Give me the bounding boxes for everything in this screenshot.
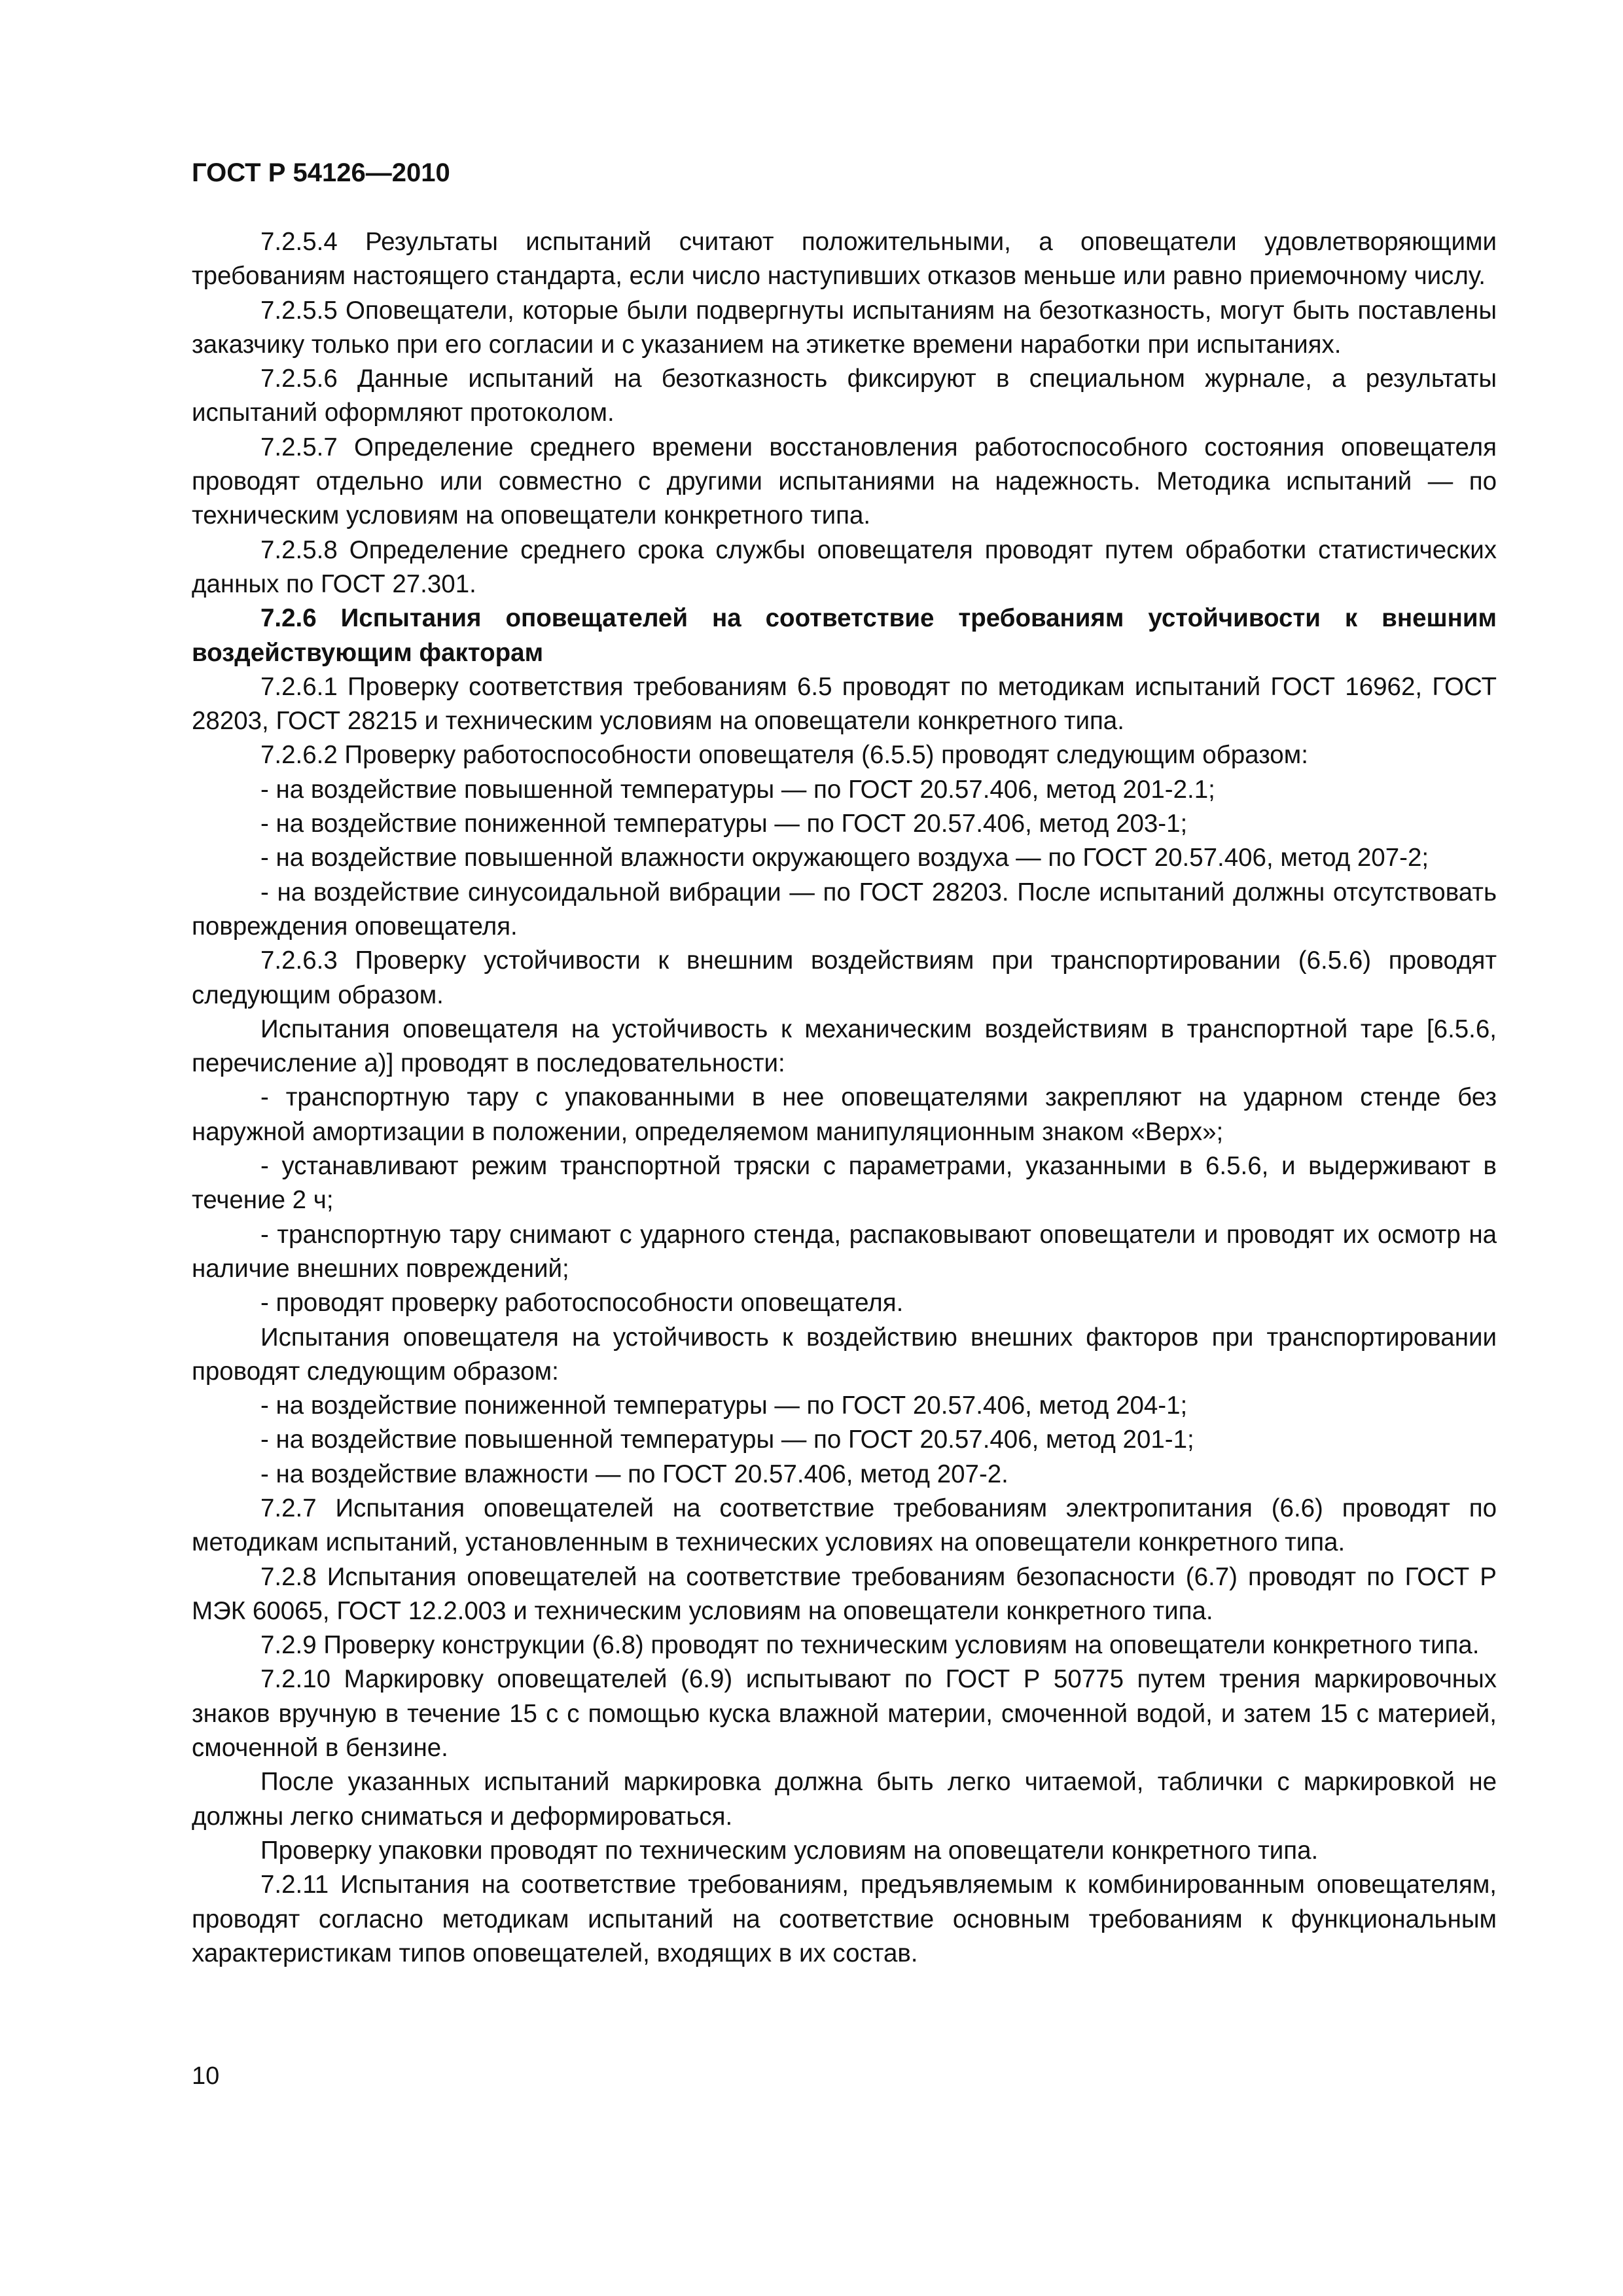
paragraph: 7.2.6.3 Проверку устойчивости к внешним воздействиям при транспортировании (6.5.6) проводят следующим образом. — [192, 946, 1497, 1009]
paragraph: 7.2.9 Проверку конструкции (6.8) проводят по техническим условиям на оповещатели конкретного типа. — [260, 1631, 1480, 1660]
list-item: - на воздействие синусоидальной вибрации — по ГОСТ 28203. После испытаний должны отсутствовать повреждения оповещателя. — [192, 878, 1497, 941]
list-item: - на воздействие повышенной температуры — по ГОСТ 20.57.406, метод 201-2.1; — [260, 775, 1215, 804]
list-item: - на воздействие пониженной температуры — по ГОСТ 20.57.406, метод 204-1; — [260, 1391, 1188, 1420]
list-item: - транспортную тару снимают с ударного стенда, распаковывают оповещатели и проводят их осмотр на наличие внешних повреждений; — [192, 1220, 1497, 1283]
list-item: - на воздействие пониженной температуры — по ГОСТ 20.57.406, метод 203-1; — [260, 810, 1188, 838]
paragraph: 7.2.6.2 Проверку работоспособности оповещателя (6.5.5) проводят следующим образом: — [260, 741, 1308, 770]
paragraph: 7.2.5.8 Определение среднего срока службы оповещателя проводят путем обработки статистических данных по ГОСТ 27.301. — [192, 535, 1497, 598]
paragraph: 7.2.5.7 Определение среднего времени восстановления работоспособного состояния оповещателя проводят отдельно или совместно с другими испытаниями на надежность. Методика испытаний — по техническим условиям на оповещатели конкретного типа. — [192, 433, 1497, 530]
document-header: ГОСТ Р 54126—2010 — [192, 158, 450, 187]
paragraph: Испытания оповещателя на устойчивость к воздействию внешних факторов при транспортировании проводят следующим образом: — [192, 1323, 1497, 1386]
page-content — [192, 157, 1497, 1971]
list-item: - на воздействие повышенной температуры — по ГОСТ 20.57.406, метод 201-1; — [260, 1426, 1194, 1454]
document-body — [192, 225, 1497, 1971]
list-item: - транспортную тару с упакованными в нее оповещателями закрепляют на ударном стенде без наружной амортизации в положении, определяемом манипуляционным знаком «Верх»; — [192, 1083, 1497, 1146]
list-item: - на воздействие повышенной влажности окружающего воздуха — по ГОСТ 20.57.406, метод 207-2; — [260, 844, 1429, 872]
paragraph: 7.2.7 Испытания оповещателей на соответствие требованиям электропитания (6.6) проводят по методикам испытаний, установленным в технических условиях на оповещатели конкретного типа. — [192, 1494, 1497, 1557]
list-item: - проводят проверку работоспособности оповещателя. — [260, 1289, 904, 1318]
paragraph: 7.2.6.1 Проверку соответствия требованиям 6.5 проводят по методикам испытаний ГОСТ 16962, ГОСТ 28203, ГОСТ 28215 и техническим условиям на оповещатели конкретного типа. — [192, 672, 1497, 736]
section-heading: 7.2.6 Испытания оповещателей на соответствие требованиям устойчивости к внешним воздействующим факторам — [192, 604, 1497, 667]
page-number: 10 — [192, 2062, 220, 2090]
paragraph: После указанных испытаний маркировка должна быть легко читаемой, таблички с маркировкой не должны легко сниматься и деформироваться. — [192, 1768, 1497, 1831]
paragraph: 7.2.5.6 Данные испытаний на безотказность фиксируют в специальном журнале, а результаты испытаний оформляют протоколом. — [192, 365, 1497, 427]
paragraph: 7.2.5.5 Оповещатели, которые были подвергнуты испытаниям на безотказность, могут быть поставлены заказчику только при его согласии и с указанием на этикетке времени наработки при испытаниях. — [192, 296, 1497, 359]
paragraph: Испытания оповещателя на устойчивость к механическим воздействиям в транспортной таре [6.5.6, перечисление а)] проводят в последовательности: — [192, 1014, 1497, 1078]
paragraph: 7.2.10 Маркировку оповещателей (6.9) испытывают по ГОСТ Р 50775 путем трения маркировочных знаков вручную в течение 15 с с помощью куска влажной материи, смоченной водой, и затем 15 с материей, смоченной в бензине. — [192, 1665, 1497, 1763]
paragraph: Проверку упаковки проводят по техническим условиям на оповещатели конкретного типа. — [260, 1836, 1319, 1865]
list-item: - устанавливают режим транспортной тряски с параметрами, указанными в 6.5.6, и выдерживают в течение 2 ч; — [192, 1152, 1497, 1215]
paragraph: 7.2.8 Испытания оповещателей на соответствие требованиям безопасности (6.7) проводят по ГОСТ Р МЭК 60065, ГОСТ 12.2.003 и техническим условиям на оповещатели конкретного типа. — [192, 1562, 1497, 1625]
paragraph: 7.2.5.4 Результаты испытаний считают положительными, а оповещатели удовлетворяющими требованиям настоящего стандарта, если число наступивших отказов меньше или равно приемочному числу. — [192, 228, 1497, 291]
paragraph: 7.2.11 Испытания на соответствие требованиям, предъявляемым к комбинированным оповещателям, проводят согласно методикам испытаний на соответствие основным требованиям к функциональным характеристикам типов оповещателей, входящих в их состав. — [192, 1871, 1497, 1967]
list-item: - на воздействие влажности — по ГОСТ 20.57.406, метод 207-2. — [260, 1460, 1008, 1488]
